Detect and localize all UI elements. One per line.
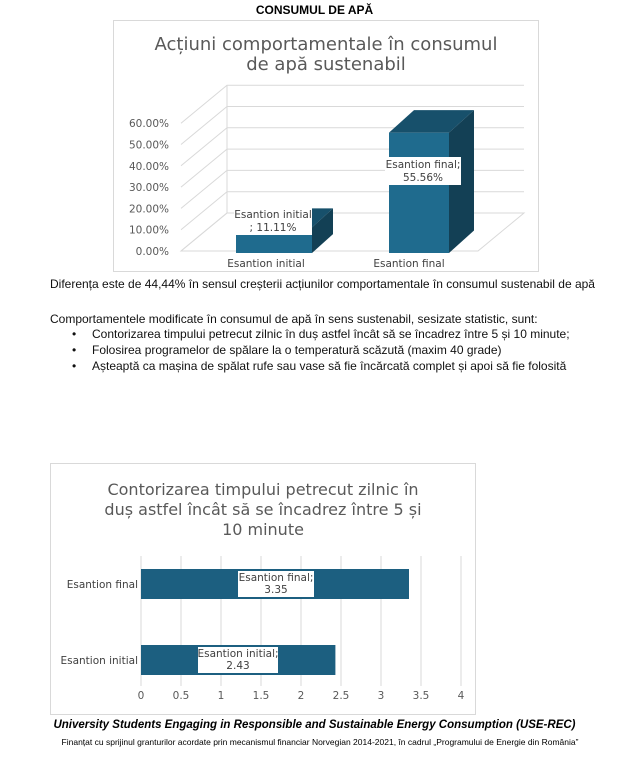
y-tick-label: 30.00%	[128, 182, 169, 195]
behaviours-list	[50, 327, 570, 375]
data-label: Esantion final;	[238, 572, 314, 584]
chart1-plot	[114, 21, 538, 271]
y-tick-label: 0.00%	[135, 246, 169, 258]
y-tick-label: 10.00%	[128, 224, 169, 237]
data-label: 55.56%	[402, 172, 444, 184]
data-label: Esantion initial	[234, 209, 312, 221]
x-category-label: Esantion initial	[227, 258, 305, 270]
data-label: 2.43	[226, 660, 250, 672]
x-tick-label: 4	[457, 690, 465, 702]
data-label: Esantion final;	[385, 159, 461, 171]
chart2-title-line2: duș astfel încât să se încadrez între 5 și	[104, 500, 422, 519]
list-item-text: Folosirea programelor de spălare la o temperatură scăzută (maxim 40 grade)	[92, 343, 502, 357]
difference-paragraph: Diferența este de 44,44% în sensul creșterii acțiunilor comportamentale în consumul sustenabil de apă	[50, 277, 595, 291]
chart2-title-line3: 10 minute	[222, 520, 304, 539]
chart2-title-line1: Contorizarea timpului petrecut zilnic în	[107, 480, 419, 499]
bar-front	[389, 133, 449, 253]
y-tick-label: 20.00%	[128, 203, 169, 216]
data-label: Esantion initial;	[197, 648, 279, 660]
footer-project-title: University Students Engaging in Responsible and Sustainable Energy Consumption (USE-REC)	[53, 719, 576, 731]
x-category-label: Esantion final	[373, 258, 445, 270]
list-item	[50, 359, 570, 373]
y-category-label: Esantion final	[66, 579, 138, 591]
x-tick-label: 2	[297, 690, 305, 702]
y-tick-label: 40.00%	[128, 160, 169, 173]
chart1-title-line2: de apă sustenabil	[246, 54, 406, 75]
y-category-label: Esantion initial	[60, 655, 138, 667]
data-label: 3.35	[264, 584, 288, 596]
document-title: CONSUMUL DE APĂ	[255, 3, 374, 17]
x-tick-label: 0.5	[172, 690, 190, 702]
bullet-icon: •	[72, 343, 77, 357]
x-tick-label: 3.5	[412, 690, 430, 702]
y-tick-label: 50.00%	[128, 139, 169, 152]
list-item-text: Așteaptă ca mașina de spălat rufe sau vase să fie încărcată complet și apoi să fie folosită	[92, 359, 567, 373]
chart-shower-time	[50, 463, 476, 715]
chart1-title-line1: Acțiuni comportamentale în consumul	[154, 34, 498, 55]
x-tick-label: 1.5	[252, 690, 270, 702]
x-tick-label: 0	[137, 690, 145, 702]
x-tick-label: 1	[217, 690, 225, 702]
intro-paragraph: Comportamentele modificate în consumul de apă în sens sustenabil, sesizate statistic, sunt:	[50, 312, 538, 326]
x-tick-label: 2.5	[332, 690, 350, 702]
list-item	[50, 343, 570, 357]
chart2-plot	[51, 464, 475, 714]
chart-water-actions	[113, 20, 539, 272]
footer-funding-note: Finanțat cu sprijinul granturilor acordate prin mecanismul financiar Norvegian 2014-2021, în cadrul „Programului de Energie din România”	[61, 737, 579, 747]
list-item-text: Contorizarea timpului petrecut zilnic în duș astfel încât să se încadrez între 5 și 10 minute;	[92, 327, 570, 341]
y-tick-label: 60.00%	[128, 118, 169, 131]
bullet-icon: •	[72, 359, 77, 373]
data-label: ; 11.11%	[249, 222, 297, 234]
bullet-icon: •	[72, 327, 77, 341]
list-item	[50, 327, 570, 341]
x-tick-label: 3	[377, 690, 385, 702]
